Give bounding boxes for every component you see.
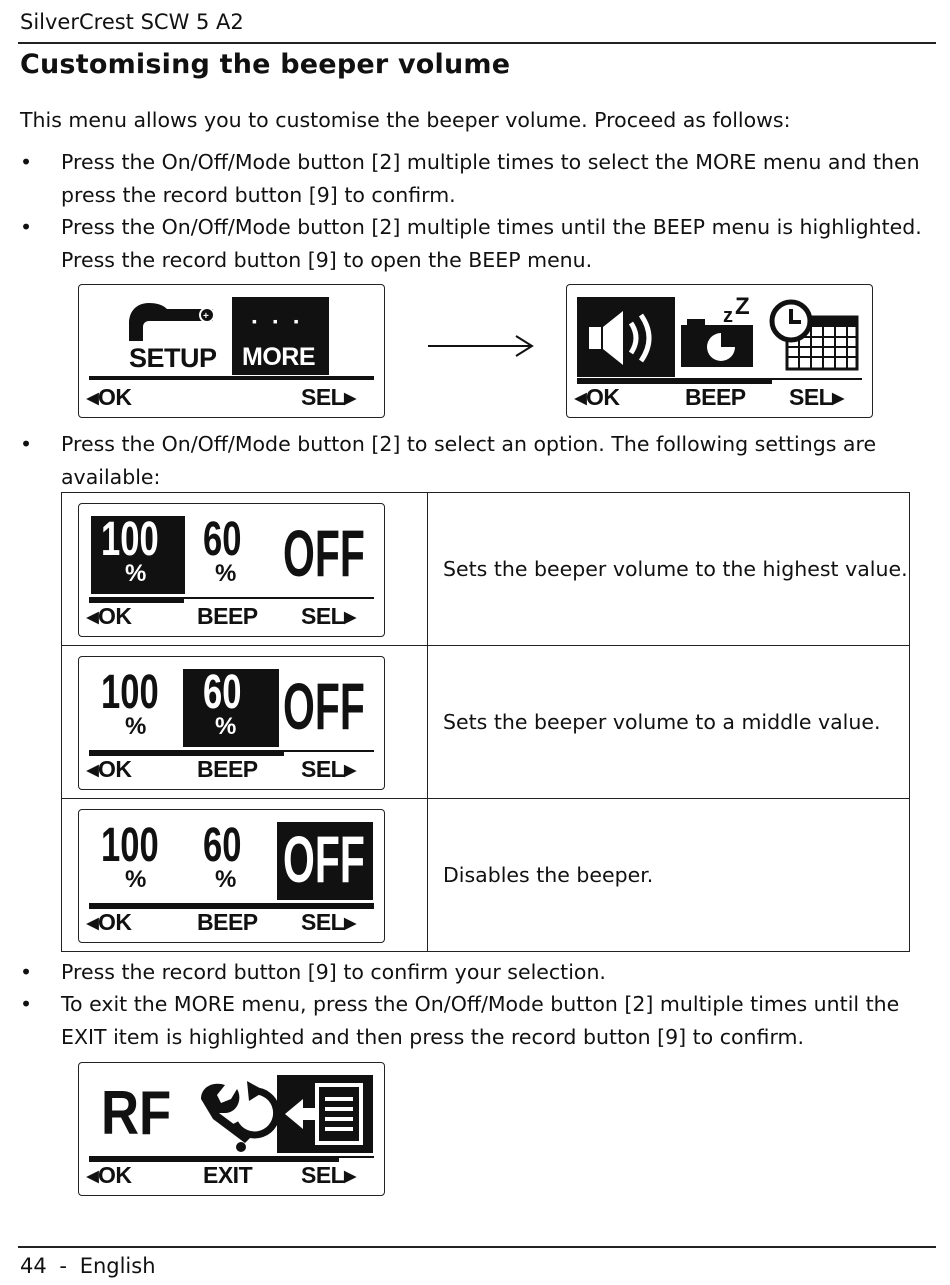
value-60: 60 bbox=[203, 819, 242, 872]
option-image-cell bbox=[62, 493, 428, 646]
reset-wrench-icon bbox=[191, 1077, 277, 1153]
value-100: 100 bbox=[101, 819, 159, 872]
option-description: Sets the beeper volume to the highest value. bbox=[428, 493, 910, 646]
beep-label: BEEP bbox=[197, 756, 258, 782]
footer-language: English bbox=[79, 1254, 156, 1278]
step-text: To exit the MORE menu, press the On/Off/Mode button [2] multiple times until the EXIT item is highlighted and then press the record button [9] to confirm. bbox=[61, 992, 900, 1049]
header-rule bbox=[18, 42, 936, 44]
beep-label: BEEP bbox=[197, 909, 258, 935]
option-image-cell bbox=[62, 646, 428, 799]
speaker-icon bbox=[585, 307, 669, 369]
document-header: SilverCrest SCW 5 A2 bbox=[20, 10, 244, 34]
step-text: Press the record button [9] to confirm your selection. bbox=[61, 960, 606, 984]
beep-label: BEEP bbox=[685, 384, 746, 410]
ok-softkey: ◂OK bbox=[87, 909, 132, 935]
lcd-screen-exit bbox=[78, 1062, 385, 1196]
value-100: 100 bbox=[101, 666, 159, 719]
beep-label: BEEP bbox=[197, 603, 258, 629]
bullet-dot: • bbox=[20, 150, 33, 174]
setup-label: SETUP bbox=[129, 343, 217, 373]
percent-sign: % bbox=[125, 866, 147, 893]
value-60: 60 bbox=[203, 513, 242, 566]
bullet-dot: • bbox=[20, 992, 33, 1016]
option-description: Disables the beeper. bbox=[428, 799, 910, 952]
ok-softkey: ◂OK bbox=[575, 384, 620, 410]
exit-icon bbox=[283, 1081, 367, 1147]
ok-softkey: ◂OK bbox=[87, 384, 132, 410]
ok-softkey: ◂OK bbox=[87, 1162, 132, 1188]
section-title: Customising the beeper volume bbox=[20, 49, 511, 80]
intro-paragraph: This menu allows you to customise the beeper volume. Proceed as follows: bbox=[20, 108, 791, 132]
more-label: MORE bbox=[242, 343, 315, 371]
lcd-screen-60 bbox=[78, 656, 385, 790]
percent-sign: % bbox=[215, 560, 237, 587]
percent-sign: % bbox=[125, 713, 147, 740]
bullet-dot: • bbox=[20, 960, 33, 984]
sel-softkey: SEL▸ bbox=[301, 1162, 356, 1188]
settings-table bbox=[61, 492, 910, 952]
table-row bbox=[62, 493, 910, 646]
step-text: Press the On/Off/Mode button [2] to select an option. The following settings are available: bbox=[61, 432, 877, 489]
sel-softkey: SEL▸ bbox=[301, 384, 356, 410]
ok-softkey: ◂OK bbox=[87, 756, 132, 782]
sel-softkey: SEL▸ bbox=[301, 909, 356, 935]
percent-sign: % bbox=[215, 713, 237, 740]
footer-separator: - bbox=[59, 1254, 67, 1278]
step-text: Press the On/Off/Mode button [2] multiple times to select the MORE menu and then press the record button [9] to confirm. bbox=[61, 150, 920, 207]
percent-sign: % bbox=[125, 560, 147, 587]
lcd-screen-more bbox=[78, 284, 385, 418]
sel-softkey: SEL▸ bbox=[789, 384, 844, 410]
arrow-right-icon bbox=[428, 334, 536, 358]
exit-highlight bbox=[277, 1075, 373, 1153]
lcd-screen-100 bbox=[78, 503, 385, 637]
lcd-screen-beep-menu bbox=[566, 284, 873, 418]
more-dots: ▪ ▪ ▪ bbox=[252, 313, 305, 329]
table-row bbox=[62, 799, 910, 952]
value-off: OFF bbox=[283, 822, 365, 896]
option-description: Sets the beeper volume to a middle value. bbox=[428, 646, 910, 799]
rf-label: RF bbox=[101, 1079, 172, 1148]
footer-bar bbox=[89, 376, 374, 380]
value-off: OFF bbox=[283, 669, 365, 743]
sleep-z-small: z bbox=[723, 305, 733, 327]
clock-calendar-icon bbox=[769, 299, 861, 373]
value-off: OFF bbox=[283, 516, 365, 590]
sel-softkey: SEL▸ bbox=[301, 603, 356, 629]
key-icon bbox=[127, 301, 217, 343]
page-number: 44 bbox=[20, 1254, 47, 1278]
option-image-cell bbox=[62, 799, 428, 952]
sleep-z-large: Z bbox=[735, 293, 750, 320]
table-row bbox=[62, 646, 910, 799]
bullet-dot: • bbox=[20, 432, 33, 456]
sel-softkey: SEL▸ bbox=[301, 756, 356, 782]
value-60: 60 bbox=[203, 666, 242, 719]
footer-rule bbox=[18, 1246, 936, 1248]
ok-softkey: ◂OK bbox=[87, 603, 132, 629]
bullet-dot: • bbox=[20, 215, 33, 239]
percent-sign: % bbox=[215, 866, 237, 893]
lcd-screen-off bbox=[78, 809, 385, 943]
more-highlight bbox=[232, 297, 329, 375]
exit-label: EXIT bbox=[203, 1162, 253, 1188]
beep-highlight bbox=[577, 297, 675, 377]
page-footer bbox=[20, 1254, 156, 1278]
value-100: 100 bbox=[101, 513, 159, 566]
step-text: Press the On/Off/Mode button [2] multiple times until the BEEP menu is highlighted. Press the record button [9] to open the BEEP menu. bbox=[61, 215, 922, 272]
svg-text:+: + bbox=[203, 311, 209, 322]
